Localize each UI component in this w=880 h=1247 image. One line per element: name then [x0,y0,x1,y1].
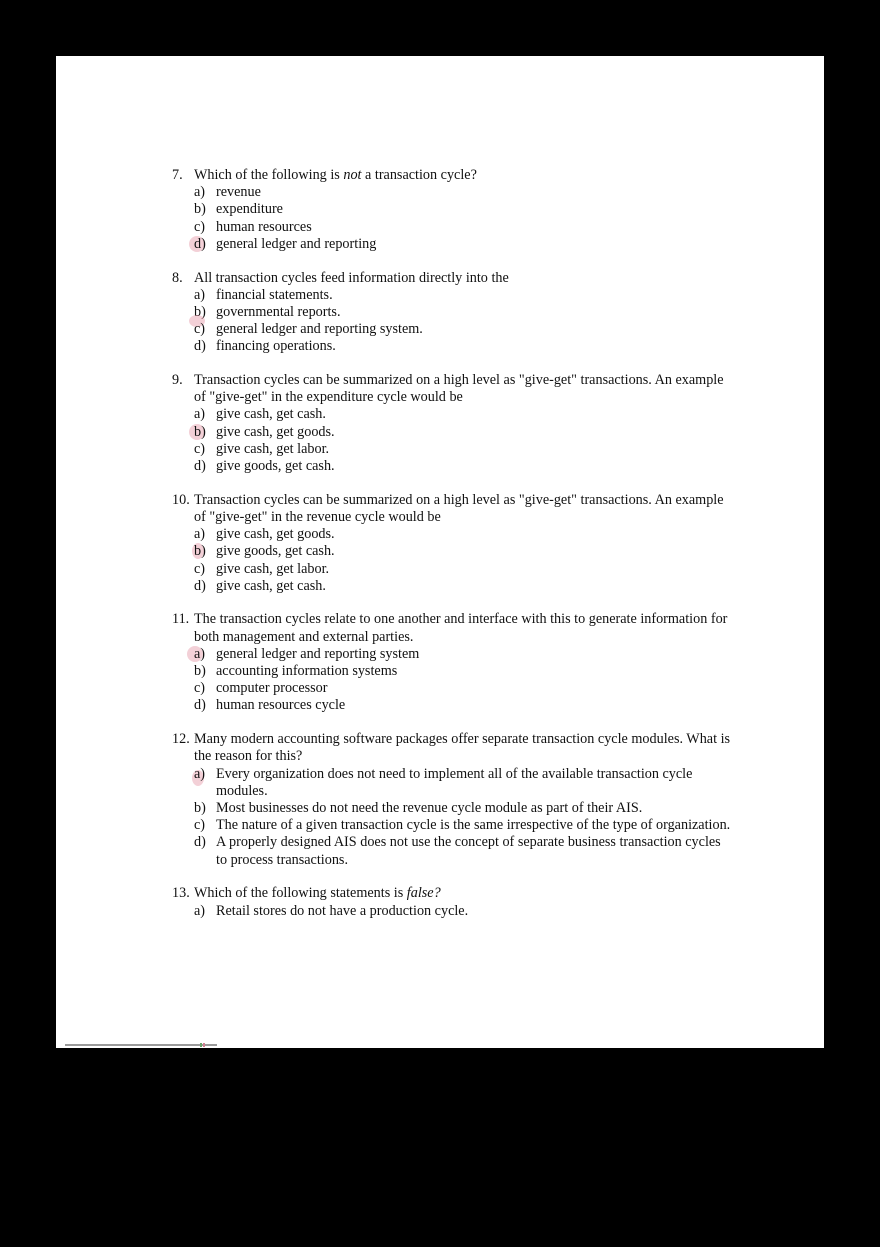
question-text: Which of the following is not a transaction cycle? [194,167,477,183]
question-11 [172,611,732,714]
option-b: b) expenditure [194,201,283,218]
question-7 [172,167,732,253]
question-number: 7. [172,167,183,183]
option-a: a) revenue [194,184,261,201]
option-b: b) give goods, get cash. [194,543,335,560]
question-text: Transaction cycles can be summarized on a high level as "give-get" transactions. An example of "give-get" in the expenditure cycle would be [194,372,724,406]
option-c: c) computer processor [194,680,328,697]
horizontal-scrollbar[interactable] [65,1044,217,1046]
question-number: 11. [172,611,190,628]
question-number: 13. [172,885,190,902]
option-d: d) A properly designed AIS does not use the concept of separate business transaction cycles to process transactions. [194,834,721,868]
option-d: d) general ledger and reporting [194,236,732,253]
question-number: 8. [172,269,183,286]
option-a: a) general ledger and reporting system [194,646,732,663]
scroll-marker-icon [203,1043,205,1047]
option-d: d) give cash, get cash. [194,577,326,594]
emphasis-false: false? [406,885,441,902]
option-c: c) human resources [194,218,312,235]
question-9 [172,372,732,475]
question-text: Which of the following statements is false? [194,885,441,902]
question-number: 12. [172,731,190,748]
option-b: b) accounting information systems [194,663,398,680]
option-c: c) The nature of a given transaction cycle is the same irrespective of the type of organization. [194,817,731,834]
option-a: a) financial statements. [194,286,333,303]
option-b: b) give cash, get goods. [194,424,732,441]
option-a: a) give cash, get goods. [194,526,335,543]
question-text: The transaction cycles relate to one another and interface with this to generate information for both management and external parties. [194,611,728,645]
option-a: a) give cash, get cash. [194,406,326,423]
question-number: 9. [172,372,183,389]
option-a: a) Every organization does not need to implement all of the available transaction cycle modules. [194,765,693,799]
option-b: b) governmental reports. [194,303,341,320]
question-text: Many modern accounting software packages offer separate transaction cycle modules. What is the reason for this? [194,731,731,765]
option-b: b) Most businesses do not need the revenue cycle module as part of their AIS. [194,800,643,816]
option-d: d) financing operations. [194,338,336,355]
question-text: Transaction cycles can be summarized on a high level as "give-get" transactions. An example of "give-get" in the revenue cycle would be [194,491,724,525]
question-8 [172,270,732,356]
question-text: All transaction cycles feed information directly into the [194,269,509,286]
emphasis-not: not [343,167,362,183]
option-d: d) give goods, get cash. [194,458,335,475]
document-page [56,56,824,1048]
question-12 [172,731,732,869]
option-d: d) human resources cycle [194,697,346,714]
question-13 [172,885,732,919]
scroll-marker-icon [200,1043,202,1047]
option-c: c) give cash, get labor. [194,560,330,577]
question-10 [172,492,732,595]
option-c: c) general ledger and reporting system. [194,321,732,338]
question-number: 10. [172,491,190,508]
option-a: a) Retail stores do not have a production cycle. [194,902,469,919]
option-c: c) give cash, get labor. [194,440,330,457]
question-list [172,167,732,936]
